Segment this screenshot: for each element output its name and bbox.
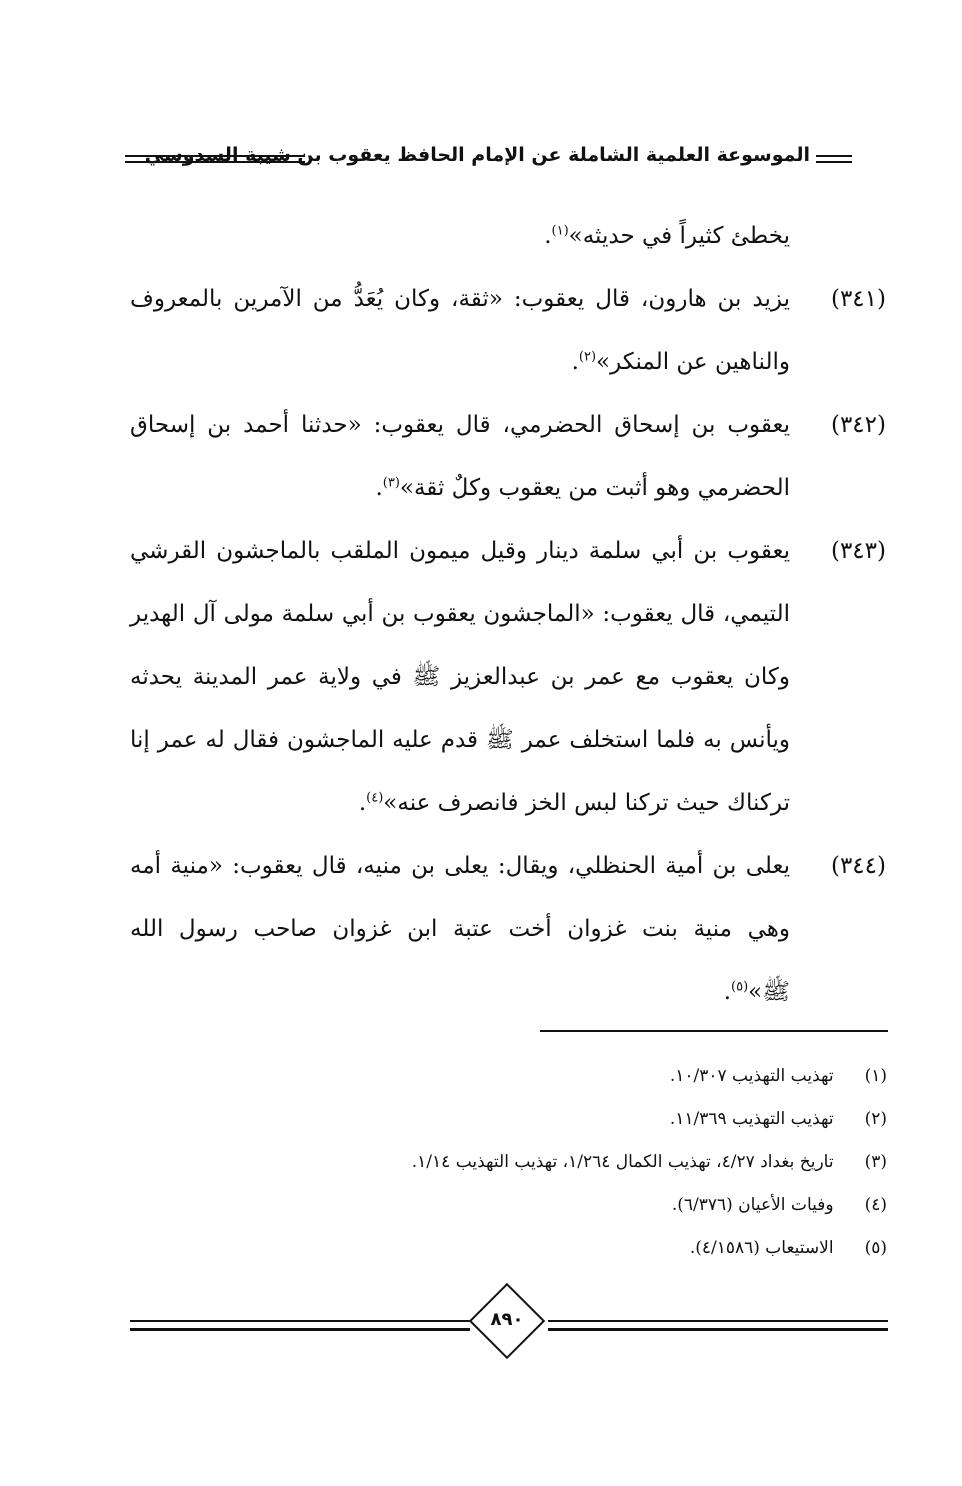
footnote-number: (١): [864, 1066, 887, 1086]
footnote-ref: (١): [551, 223, 569, 239]
entry-line: وكان يعقوب مع عمر بن عبدالعزيز ﷺ في ولاية عمر المدينة يحدثه: [130, 664, 790, 690]
entry-line: تركناك حيث تركنا لبس الخز فانصرف عنه»$^{(٤)}$.: [358, 790, 790, 816]
entry-342: [130, 394, 886, 520]
entry-344: [130, 835, 886, 1024]
entry-line-text: ﷺ»: [748, 979, 790, 1005]
continuation-text: يخطئ كثيراً في حديثه»: [568, 223, 790, 249]
footnote-ref: (٢): [578, 349, 597, 365]
footnote-number: (٣): [864, 1152, 887, 1172]
entry-number: (٣٤٣): [830, 538, 886, 564]
footnote-text: تهذيب التهذيب ١١/٣٦٩.: [669, 1109, 834, 1129]
entry-line: يعقوب بن أبي سلمة دينار وقيل ميمون الملقب بالماجشون القرشي: [130, 538, 790, 564]
page-number: ٨٩٠: [490, 1309, 524, 1330]
main-text: [130, 205, 886, 1024]
entry-341: [130, 268, 886, 394]
header-rule-right: [816, 155, 852, 163]
footnote-text: وفيات الأعيان (٦/٣٧٦).: [671, 1195, 834, 1215]
entry-line: يعلى بن أمية الحنظلي، ويقال: يعلى بن منيه، قال يعقوب: «منية أمه: [130, 853, 790, 879]
entry-number: (٣٤١): [830, 286, 886, 312]
footnote-separator: [540, 1030, 888, 1032]
footnote-item: [187, 1098, 887, 1141]
footnote-number: (٤): [864, 1195, 887, 1215]
footnote-item: [187, 1141, 887, 1184]
footnote-text: تاريخ بغداد ٤/٢٧، تهذيب الكمال ١/٢٦٤، تهذيب التهذيب ١/١٤.: [411, 1152, 834, 1172]
footnote-item: [187, 1227, 887, 1270]
running-header: [125, 140, 852, 180]
footer-rule-left: [130, 1320, 470, 1331]
entry-number: (٣٤٢): [830, 412, 886, 438]
entry-line: يعقوب بن إسحاق الحضرمي، قال يعقوب: «حدثنا أحمد بن إسحاق: [130, 412, 790, 438]
footnote-ref: (٤): [366, 790, 384, 806]
footnote-text: الاستيعاب (٤/١٥٨٦).: [689, 1238, 834, 1258]
entry-line: وهي منية بنت غزوان أخت عتبة ابن غزوان صاحب رسول الله: [130, 916, 790, 942]
footnote-ref: (٥): [731, 979, 749, 995]
entry-number: (٣٤٤): [830, 853, 886, 879]
page-footer: [130, 1292, 888, 1356]
footnote-text: تهذيب التهذيب ١٠/٣٠٧.: [669, 1066, 834, 1086]
entry-line: التيمي، قال يعقوب: «الماجشون يعقوب بن أبي سلمة مولى آل الهدير: [130, 601, 790, 627]
continuation-line: يخطئ كثيراً في حديثه»$^{(١)}$.: [544, 223, 790, 249]
header-title: الموسوعة العلمية الشاملة عن الإمام الحافظ يعقوب بن شيبة السدوسي: [139, 144, 816, 166]
entry-line-text: والناهين عن المنكر»: [596, 349, 790, 375]
footer-rule-right: [548, 1320, 888, 1331]
footnotes: [187, 1055, 887, 1270]
footnote-item: [187, 1184, 887, 1227]
entry-343: [130, 520, 886, 835]
entry-line: الحضرمي وهو أثبت من يعقوب وكلٌ ثقة»$^{(٣)}$.: [375, 475, 790, 501]
entry-line: يزيد بن هارون، قال يعقوب: «ثقة، وكان يُعَدُّ من الآمرين بالمعروف: [130, 286, 790, 312]
footnote-item: [187, 1055, 887, 1098]
entry-line: والناهين عن المنكر»$^{(٢)}$.: [571, 349, 790, 375]
footnote-number: (٢): [864, 1109, 887, 1129]
header-rule-left: [125, 155, 305, 163]
entry-line: ﷺ»$^{(٥)}$.: [723, 979, 790, 1005]
entry-line: ويأنس به فلما استخلف عمر ﷺ قدم عليه الماجشون فقال له عمر إنا: [130, 727, 790, 753]
entry-line-text: تركناك حيث تركنا لبس الخز فانصرف عنه»: [383, 790, 790, 816]
entry-line-text: الحضرمي وهو أثبت من يعقوب وكلٌ ثقة»: [399, 475, 790, 501]
footnote-ref: (٣): [382, 475, 400, 491]
footnote-number: (٥): [864, 1238, 887, 1258]
